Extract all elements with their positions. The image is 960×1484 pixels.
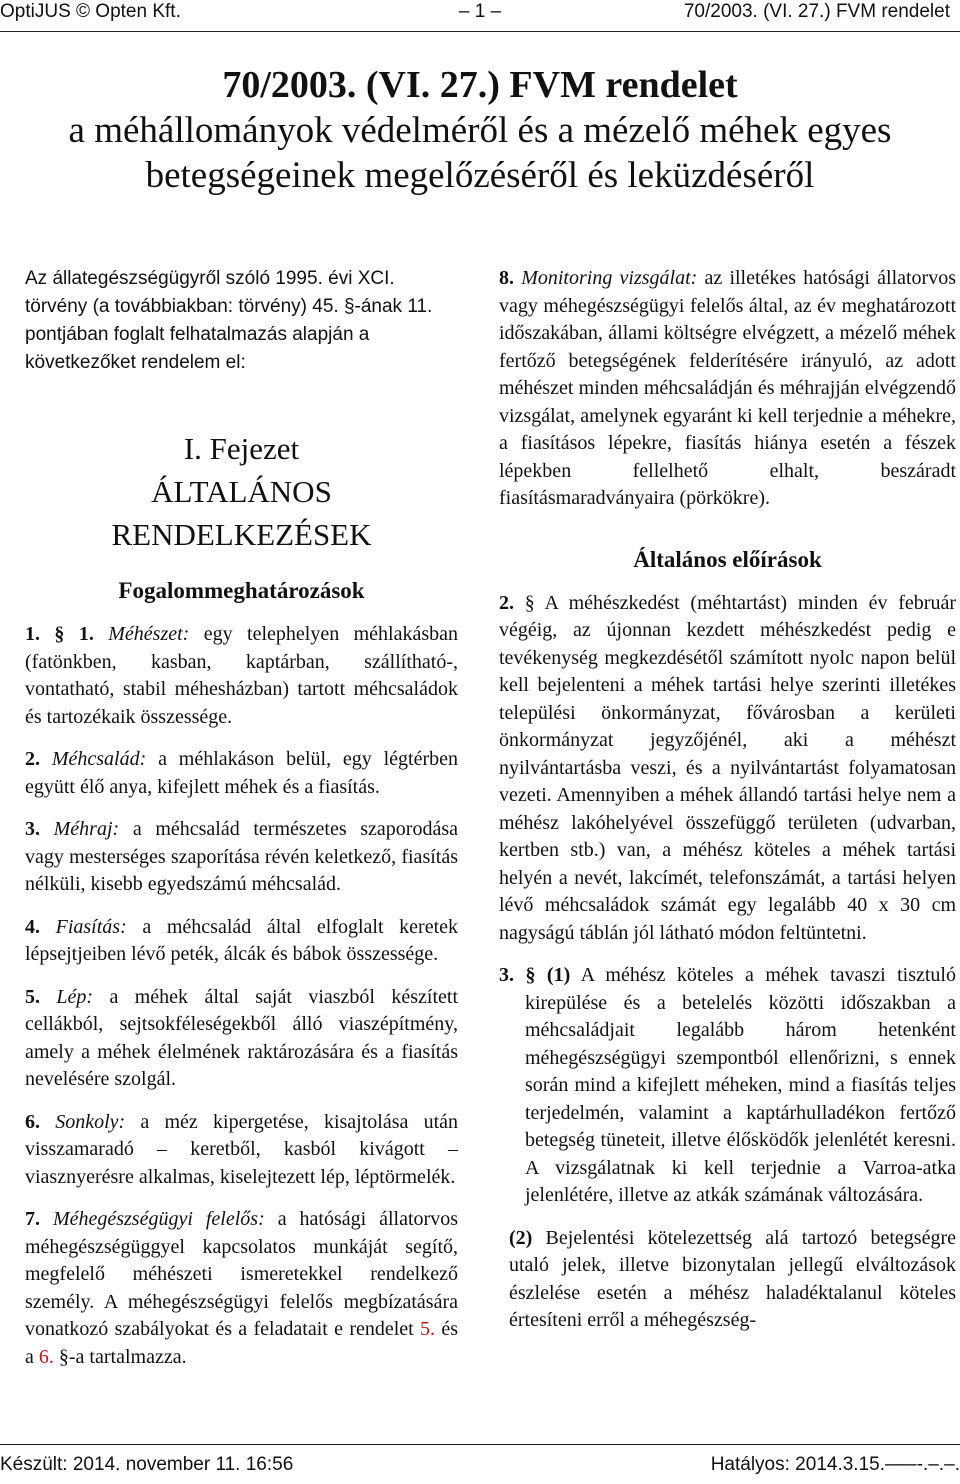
header-doc-title: 70/2003. (VI. 27.) FVM rendelet [683, 1, 950, 22]
preamble: Az állategészségügyről szóló 1995. évi XCI. törvény (a továbbiakban: törvény) 45. §-ának 11. pontjában foglalt felhatalmazás alapján a következőket rendelem el: [25, 268, 433, 373]
definition-text-mid: és a [25, 1318, 458, 1368]
definition-4 [25, 914, 458, 969]
header-divider [0, 31, 960, 32]
paragraph-text: Bejelentési kötelezettség alá tartozó betegségre utaló jelek, illetve bizonytalan jellegű elváltozások észlelése esetén a méhész haladéktalanul köteles értesíteni erről a méhegészség- [509, 1226, 956, 1331]
definition-number: 3. [25, 818, 40, 840]
definition-text: a méz kipergetése, kisajtolása után visszamaradó – keretből, kasból kivágott – viasznyerésre alkalmas, kiselejtezett lép, léptörmelék. [25, 1110, 459, 1188]
definition-term: Méhegészségügyi felelős: [52, 1208, 265, 1230]
paragraph-3-2 [499, 1225, 956, 1335]
definition-text: a hatósági állatorvos méhegészségüggyel kapcsolatos munkáját segítő, megfelelő méhészeti ismeretekkel rendelkező személy. A méhegészségügyi felelős megbízatására vonatkozó szabályokat és a feladatait e rendelet [25, 1208, 458, 1340]
definition-text: a méhek által saját viaszból készített cellákból, sejtsokféleségekből álló viaszépítmény, amely a méhek élelmének raktározására és a fiasítás nevelésére szolgál. [25, 985, 459, 1090]
header-publisher: OptiJUS © Opten Kft. [0, 1, 181, 22]
document-title [0, 62, 960, 198]
definition-term: Méhcsalád: [51, 748, 147, 770]
chapter-heading [25, 427, 458, 556]
paragraph-number: 2. [499, 591, 514, 614]
definition-number: 6. [25, 1110, 40, 1133]
page-footer [0, 1444, 960, 1484]
paragraph-number: 3. [499, 964, 514, 986]
page-header [0, 0, 960, 30]
definition-text-end: §-a tartalmazza. [53, 1345, 187, 1368]
paragraph-text: § A méhészkedést (méhtartást) minden év február végéig, az újonnan kezdett méhészkedést pedig e tevékenység megkezdésétől számított nyolc napon belül kell bejelenteni a méhek tartási helye szerinti illetékes települési önkormányzat, fővárosban a kerületi önkormányzat jegyzőjénél, aki a méhészt nyilvántartásba veszi, és a nyilvántartást folyamatosan vezeti. Amennyiben a méhek állandó tartási helye nem a méhész lakóhelyével összefüggő területen (udvarban, kertben stb.) van, a méhész köteles a méhek tartási helyén a nevét, lakcímét, telefonszámát, a tartási helyen lévő méhcsaládok számát egy legalább 40 x 30 cm nagyságú táblán jól látható módon feltüntetni. [499, 591, 956, 944]
definition-number: 8. [499, 267, 514, 289]
definition-term: Fiasítás: [55, 915, 127, 938]
paragraph-2 [499, 590, 956, 948]
definition-7 [25, 1206, 458, 1371]
definition-text: az illetékes hatósági állatorvos vagy méhegészségügyi felelős által, az év meghatározott időszakában, állami költségre elvégzett, a mézelő méhek fertőző betegségének felderítésére irányuló, az adott méhészet minden méhcsaládján és méhrajján elvégzendő vizsgálat, amelynek egyaránt ki kell terjednie a méhekre, a fiasításos lépekre, fiasítás hiánya esetén a fészek lépekben fellelhető elhalt, beszáradt fiasításmaradványaira (pörkökre). [499, 267, 957, 509]
chapter-number: I. Fejezet [183, 431, 300, 466]
definition-text: a méhcsalád természetes szaporodása vagy mesterséges szaporítása révén keletkező, fiasítás nélküli, kisebb egyedszámú méhcsalád. [25, 818, 459, 895]
header-page-number: – 1 – [458, 1, 502, 22]
footer-effective: Hatályos: 2014.3.15.–––-.–.–. [710, 1454, 960, 1475]
definition-number: 4. [25, 915, 40, 938]
section-heading-general: Általános előírások [633, 546, 822, 572]
definition-number: 1. § 1. [25, 623, 94, 645]
definition-8 [499, 265, 956, 513]
title-line-2: a méhállományok védelméről és a mézelő méhek egyes [68, 110, 892, 151]
footer-created: Készült: 2014. november 11. 16:56 [0, 1454, 294, 1475]
definition-term: Méhészet: [108, 623, 190, 645]
chapter-title-line-1: ÁLTALÁNOS [151, 474, 332, 509]
paragraph-3 [499, 962, 956, 1210]
definition-1 [25, 621, 458, 731]
definition-term: Lép: [56, 985, 94, 1008]
definition-term: Sonkoly: [55, 1110, 126, 1133]
right-column [499, 265, 956, 1335]
chapter-title-line-2: RENDELKEZÉSEK [111, 517, 372, 552]
definition-3 [25, 816, 458, 899]
paragraph-subsection: (2) [509, 1226, 533, 1249]
definition-2 [25, 746, 458, 801]
definition-text: a méhlakáson belül, egy légtérben együtt élő anya, kifejlett méhek és a fiasítás. [25, 748, 459, 798]
title-line-1: 70/2003. (VI. 27.) FVM rendelet [222, 64, 738, 106]
definition-term: Méhraj: [53, 818, 120, 840]
definition-5 [25, 984, 458, 1094]
definition-number: 5. [25, 985, 40, 1008]
paragraph-text: A méhész köteles a méhek tavaszi tisztuló kirepülése és a betelelés közötti időszakban a méhcsaládjait legalább három hetenként méhegészségügyi szempontból ellenőrizni, s ennek során mind a kifejlett méheken, mind a fiasítás teljes terjedelmén, valamint a kaptárhulladékon fertőző betegség tüneteit, illetve élősködők jelenlétét keresni. A vizsgálatnak ki kell terjednie a Varroa-atka jelenlétére, illetve az atkák számának változására. [525, 964, 956, 1206]
title-line-3: betegségeinek megelőzéséről és leküzdéséről [145, 155, 815, 196]
definition-term: Monitoring vizsgálat: [521, 267, 698, 289]
section-6-link[interactable]: 6. [38, 1345, 54, 1368]
definition-text: a méhcsalád által elfoglalt keretek lépsejtjeiben lévő peték, álcák és bábok összessége. [25, 915, 459, 965]
definition-number: 7. [25, 1208, 40, 1230]
footer-divider [0, 1444, 960, 1445]
paragraph-subsection: § (1) [525, 964, 571, 986]
section-heading-definitions: Fogalommeghatározások [118, 578, 365, 603]
left-column [25, 265, 458, 1371]
definition-6 [25, 1109, 458, 1192]
definition-text: egy telephelyen méhlakásban (fatönkben, kasban, kaptárban, szállítható-, vontatható, stabil méhesházban) tartott méhcsaládok és tartozékaik összessége. [25, 623, 459, 728]
definition-number: 2. [25, 748, 40, 770]
section-5-link[interactable]: 5. [420, 1318, 436, 1340]
